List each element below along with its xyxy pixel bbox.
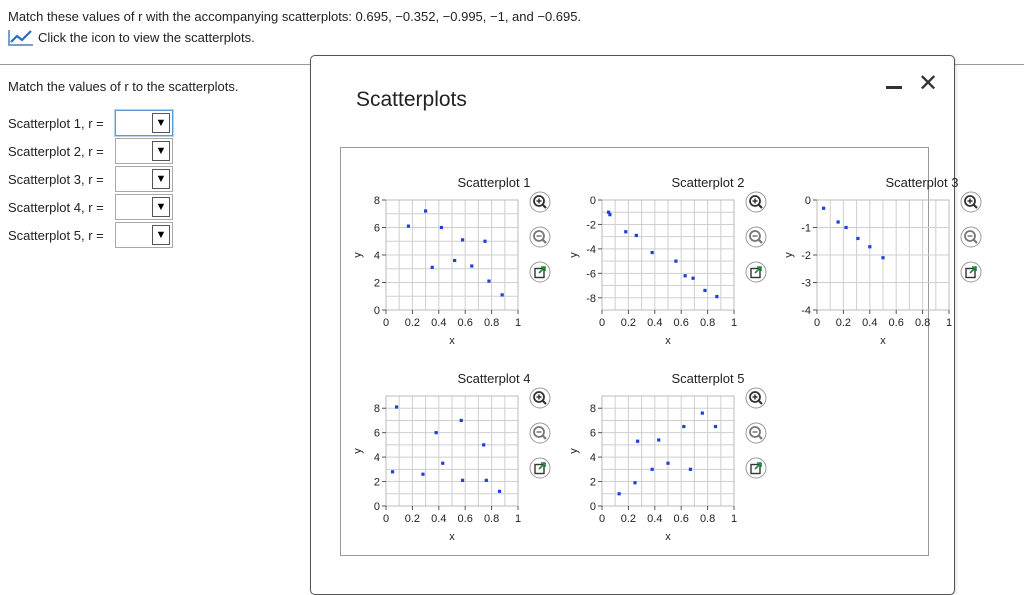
- data-point: [635, 234, 638, 237]
- data-point: [431, 266, 434, 269]
- chevron-down-icon[interactable]: ▼: [152, 141, 170, 161]
- x-axis-label: x: [449, 335, 455, 347]
- data-point: [395, 405, 398, 408]
- zoom-in-icon[interactable]: [746, 192, 766, 212]
- answer-select-3[interactable]: [115, 166, 173, 192]
- y-tick-label: 4: [589, 452, 596, 465]
- x-tick-label: 0.6: [673, 317, 689, 329]
- x-axis-label: x: [665, 335, 671, 347]
- y-tick-label: 8: [373, 195, 380, 207]
- zoom-out-icon[interactable]: [530, 227, 550, 247]
- answer-select-4[interactable]: [115, 194, 173, 220]
- helper-text[interactable]: Click the icon to view the scatterplots.: [38, 29, 255, 45]
- scatterplot-3: [783, 175, 959, 347]
- y-tick-label: 0: [373, 501, 380, 513]
- x-tick-label: 0.2: [620, 317, 637, 329]
- x-tick-label: 0.4: [862, 317, 878, 329]
- data-point: [666, 462, 669, 465]
- match-row-3: [8, 166, 173, 192]
- data-point: [633, 481, 636, 484]
- x-tick-label: 0.4: [431, 513, 447, 525]
- data-point: [501, 293, 504, 296]
- data-point: [844, 226, 847, 229]
- zoom-out-frame: [530, 423, 550, 443]
- grid: [602, 396, 734, 506]
- data-point: [674, 260, 677, 263]
- row-label: Scatterplot 1, r =: [8, 115, 104, 131]
- grid: [602, 200, 734, 310]
- data-point: [482, 443, 485, 446]
- data-point: [657, 438, 660, 441]
- y-tick-label: 0: [804, 195, 811, 207]
- x-tick-label: 0.4: [431, 317, 447, 329]
- scatterplot-panel[interactable]: [340, 147, 959, 556]
- data-point: [715, 295, 718, 298]
- data-points: [618, 412, 718, 496]
- x-tick-label: 0.8: [483, 317, 500, 329]
- data-point: [498, 490, 501, 493]
- row-label: Scatterplot 2, r =: [8, 143, 104, 159]
- zoom-out-frame: [746, 227, 766, 247]
- scatterplot-5: [568, 371, 745, 543]
- question-instruction: Match these values of r with the accompanying scatterplots: 0.695, −0.352, −0.995, −1, and −0.695.: [8, 9, 582, 24]
- x-tick-label: 1: [730, 317, 738, 329]
- data-point: [868, 245, 871, 248]
- scatterplot-2: [568, 175, 745, 347]
- data-point: [651, 251, 654, 254]
- y-tick-label: 0: [589, 501, 596, 513]
- zoom-out-icon[interactable]: [746, 423, 766, 443]
- data-point: [822, 207, 825, 210]
- x-tick-label: 0: [598, 317, 606, 329]
- x-tick-label: 0.8: [699, 317, 716, 329]
- chart-title: Scatterplot 2: [671, 175, 745, 190]
- zoom-in-frame: [746, 388, 766, 408]
- data-point: [435, 431, 438, 434]
- data-point: [624, 230, 627, 233]
- y-tick-label: 8: [373, 403, 380, 416]
- data-point: [460, 419, 463, 422]
- open-external-icon[interactable]: [530, 458, 550, 478]
- chart-title: Scatterplot 5: [671, 371, 745, 386]
- grid: [386, 396, 518, 506]
- row-label: Scatterplot 5, r =: [8, 227, 104, 243]
- x-tick-label: 0: [382, 317, 390, 329]
- y-tick-label: 2: [589, 476, 596, 489]
- data-point: [453, 259, 456, 262]
- y-axis-label: y: [352, 252, 364, 258]
- data-point: [881, 256, 884, 259]
- data-point: [407, 225, 410, 228]
- data-point: [461, 479, 464, 482]
- x-tick-label: 0.2: [404, 513, 421, 525]
- y-tick-label: 8: [589, 403, 596, 416]
- x-tick-label: 1: [514, 317, 522, 329]
- chart-title: Scatterplot 3: [885, 175, 959, 190]
- y-tick-label: 4: [373, 250, 380, 262]
- answer-select-5[interactable]: [115, 222, 173, 248]
- y-tick-label: 0: [373, 305, 380, 317]
- data-point: [440, 226, 443, 229]
- zoom-in-frame: [746, 192, 766, 212]
- x-tick-label: 0.2: [835, 317, 852, 329]
- x-tick-label: 0: [382, 513, 390, 525]
- chevron-down-icon[interactable]: ▼: [152, 169, 170, 189]
- y-tick-label: 6: [589, 427, 596, 440]
- data-point: [483, 240, 486, 243]
- y-tick-label: -8: [586, 292, 596, 305]
- y-tick-label: -2: [801, 250, 811, 262]
- close-button[interactable]: ✕: [917, 70, 939, 97]
- match-row-4: [8, 194, 173, 220]
- zoom-in-icon[interactable]: [530, 388, 550, 408]
- y-tick-label: 2: [373, 476, 380, 489]
- data-point: [703, 289, 706, 292]
- x-tick-label: 0.8: [483, 513, 500, 525]
- data-point: [470, 264, 473, 267]
- x-tick-label: 0: [813, 317, 821, 329]
- zoom-out-icon[interactable]: [961, 227, 981, 247]
- data-point: [608, 213, 611, 216]
- x-tick-label: 0.4: [647, 317, 663, 329]
- y-tick-label: -4: [801, 305, 811, 317]
- data-point: [636, 440, 639, 443]
- data-point: [837, 220, 840, 223]
- data-point: [651, 468, 654, 471]
- x-axis-label: x: [880, 335, 886, 347]
- answer-select-1[interactable]: [115, 110, 173, 136]
- zoom-out-icon[interactable]: [530, 423, 550, 443]
- data-point: [618, 492, 621, 495]
- x-tick-label: 0.4: [647, 513, 663, 525]
- x-tick-label: 0: [598, 513, 606, 525]
- scatterplot-4: [352, 371, 531, 543]
- open-external-icon[interactable]: [746, 262, 766, 282]
- view-scatterplots-link[interactable]: [8, 27, 255, 47]
- chart-title: Scatterplot 4: [457, 371, 531, 386]
- dialog-title: Scatterplots: [356, 88, 467, 111]
- row-label: Scatterplot 4, r =: [8, 199, 104, 215]
- y-axis-label: y: [568, 448, 580, 454]
- matching-title: Match the values of r to the scatterplots.: [8, 79, 239, 94]
- zoom-in-icon[interactable]: [746, 388, 766, 408]
- chart-title: Scatterplot 1: [457, 175, 531, 190]
- y-tick-label: -1: [801, 222, 811, 235]
- data-point: [856, 237, 859, 240]
- y-tick-label: -2: [586, 219, 596, 232]
- data-point: [421, 473, 424, 476]
- open-external-icon[interactable]: [530, 262, 550, 282]
- x-tick-label: 0.2: [620, 513, 637, 525]
- answer-select-2[interactable]: [115, 138, 173, 164]
- data-point: [701, 412, 704, 415]
- open-external-icon[interactable]: [746, 458, 766, 478]
- x-axis-label: x: [665, 531, 671, 543]
- data-points: [391, 405, 501, 493]
- match-row-2: [8, 138, 173, 164]
- data-point: [485, 479, 488, 482]
- y-tick-label: -6: [586, 268, 596, 281]
- x-tick-label: 1: [945, 317, 953, 329]
- scatterplots-dialog: [310, 55, 959, 595]
- zoom-out-frame: [530, 227, 550, 247]
- x-tick-label: 0.2: [404, 317, 421, 329]
- match-row-1: [8, 110, 173, 136]
- y-tick-label: 6: [373, 222, 380, 235]
- x-tick-label: 0.8: [914, 317, 931, 329]
- minimize-button[interactable]: [886, 82, 902, 92]
- zoom-out-icon[interactable]: [746, 227, 766, 247]
- y-tick-label: 0: [589, 195, 596, 207]
- chevron-down-icon[interactable]: ▼: [152, 113, 170, 133]
- y-tick-label: 6: [373, 427, 380, 440]
- grid: [817, 200, 949, 310]
- zoom-in-icon[interactable]: [530, 192, 550, 212]
- y-axis-label: y: [783, 252, 795, 258]
- data-point: [461, 238, 464, 241]
- match-row-5: [8, 222, 173, 248]
- zoom-in-frame: [530, 388, 550, 408]
- data-point: [684, 274, 687, 277]
- x-tick-label: 0.6: [457, 513, 473, 525]
- zoom-out-frame: [746, 423, 766, 443]
- y-tick-label: -4: [586, 243, 596, 256]
- zoom-out-frame: [961, 227, 981, 247]
- x-tick-label: 1: [514, 513, 522, 525]
- open-external-icon[interactable]: [961, 262, 981, 282]
- x-tick-label: 0.6: [457, 317, 473, 329]
- chevron-down-icon[interactable]: ▼: [152, 197, 170, 217]
- y-tick-label: 4: [373, 452, 380, 465]
- data-point: [691, 277, 694, 280]
- scatterplot-1: [352, 175, 531, 347]
- y-axis-label: y: [352, 448, 364, 454]
- data-points: [822, 207, 885, 260]
- data-point: [487, 280, 490, 283]
- zoom-in-frame: [530, 192, 550, 212]
- zoom-in-icon[interactable]: [961, 192, 981, 212]
- data-point: [714, 425, 717, 428]
- chevron-down-icon[interactable]: ▼: [152, 225, 170, 245]
- data-point: [441, 462, 444, 465]
- x-tick-label: 0.6: [673, 513, 689, 525]
- data-point: [682, 425, 685, 428]
- x-tick-label: 1: [730, 513, 738, 525]
- data-point: [391, 470, 394, 473]
- y-tick-label: 2: [373, 277, 380, 290]
- line-chart-icon[interactable]: [8, 28, 34, 46]
- data-point: [424, 209, 427, 212]
- y-tick-label: -3: [801, 277, 811, 290]
- scatterplots-canvas: [341, 148, 959, 568]
- data-points: [407, 209, 504, 296]
- x-tick-label: 0.6: [888, 317, 904, 329]
- x-axis-label: x: [449, 531, 455, 543]
- row-label: Scatterplot 3, r =: [8, 171, 104, 187]
- x-tick-label: 0.8: [699, 513, 716, 525]
- zoom-in-frame: [961, 192, 981, 212]
- data-point: [689, 468, 692, 471]
- y-axis-label: y: [568, 252, 580, 258]
- grid: [386, 200, 518, 310]
- data-points: [607, 211, 718, 299]
